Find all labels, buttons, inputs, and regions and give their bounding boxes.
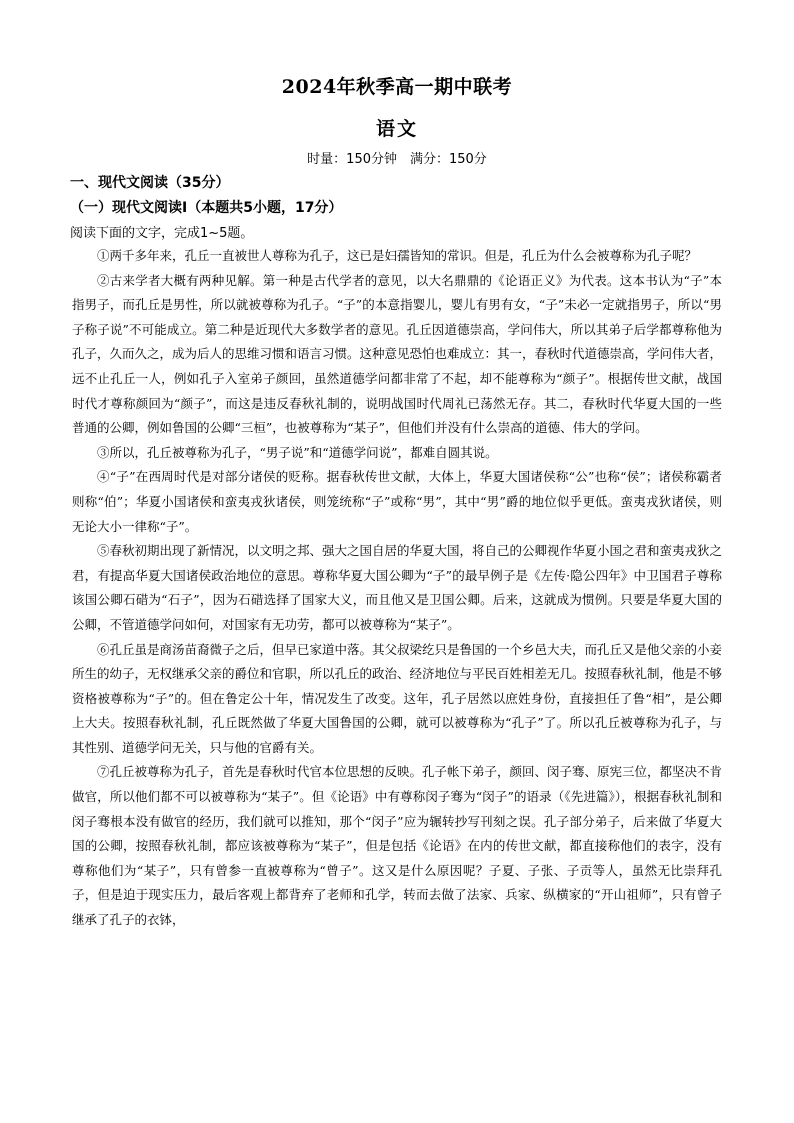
subject-title: 语文: [375, 118, 418, 140]
reading-passage: [72, 244, 722, 933]
paragraph: ①两千多年来，孔丘一直被世人尊称为孔子，这已是妇孺皆知的常识。但是，孔丘为什么会被尊称为孔子呢？: [97, 248, 698, 263]
paragraph: ③所以，孔丘被尊称为孔子，“男子说”和“道德学问说”，都难自圆其说。: [97, 444, 498, 460]
paragraph: ⑦孔丘被尊称为孔子，首先是春秋时代官本位思想的反映。孔子帐下弟子，颜回、闵子骞、原宪三位，都坚决不肯做官，所以他们都不可以被尊称为“某子”。但《论语》中有尊称闵子骞为“闵子”的语录（《先进篇》），根据春秋礼制和闵子骞根本没有做官的经历，我们就可以推知，那个“闵子”应为辗转抄写刊刻之误。孔子部分弟子，后来做了华夏大国的公卿，按照春秋礼制，都应该被尊称为“某子”，但是包括《论语》在内的传世文献，都直接称他们的表字，没有尊称他们为“某子”，只有曾参一直被尊称为“曾子”。这又是什么原因呢？子夏、子张、子贡等人，虽然无比崇拜孔子，但是迫于现实压力，最后客观上都背弃了老师和孔学，转而去做了法家、兵家、纵横家的“开山祖师”，只有曾子继承了孔子的衣钵，: [72, 764, 723, 928]
paragraph: ②古来学者大概有两种见解。第一种是古代学者的意见，以大名鼎鼎的《论语正义》为代表。这本书认为“子”本指男子，而孔丘是男性，所以就被尊称为孔子。“子”的本意指婴儿，婴儿有男有女，“子”未必一定就指男子，所以“男子称子说”不可能成立。第二种是近现代大多数学者的意见。孔丘因道德崇高，学问伟大，所以其弟子后学都尊称他为孔子，久而久之，成为后人的思维习惯和语言习惯。这种意见恐怕也难成立：其一，春秋时代道德崇高，学问伟大者，远不止孔丘一人，例如孔子入室弟子颜回，虽然道德学问都非常了不起，却不能尊称为“颜子”。根据传世文献，战国时代才尊称颜回为“颜子”，而这是违反春秋礼制的，说明战国时代周礼已荡然无存。其二，春秋时代华夏大国的一些普通的公卿，例如鲁国的公卿“三桓”，也被尊称为“某子”，但他们并没有什么崇高的道德、伟大的学问。: [72, 272, 723, 436]
paragraph: ⑥孔丘虽是商汤苗裔微子之后，但早已家道中落。其父叔梁纥只是鲁国的一个乡邑大夫，而孔丘又是他父亲的小妾所生的幼子，无权继承父亲的爵位和官职，所以孔丘的政治、经济地位与平民百姓相差无几。按照春秋礼制，他是不够资格被尊称为“子”的。但在鲁定公十年，情况发生了改变。这年，孔子居然以庶姓身份，直接担任了鲁“相”，是公卿上大夫。按照春秋礼制，孔丘既然做了华夏大国鲁国的公卿，就可以被尊称为“孔子”了。所以孔丘被尊称为孔子，与其性别、道德学问无关，只与他的官爵有关。: [72, 641, 723, 755]
exam-title: 2024年秋季高一期中联考: [281, 76, 513, 98]
reading-instruction: 阅读下面的文字，完成1~5题。: [70, 226, 254, 241]
paragraph: ④“子”在西周时代是对部分诸侯的贬称。据春秋传世文献，大体上，华夏大国诸侯称“公”也称“侯”；诸侯称霸者则称“伯”；华夏小国诸侯和蛮夷戎狄诸侯，则笼统称“子”或称“男”，其中“男”爵的地位似乎更低。蛮夷戎狄诸侯，则无论大小一律称“子”。: [72, 469, 722, 534]
paragraph: ⑤春秋初期出现了新情况，以文明之邦、强大之国自居的华夏大国，将自己的公卿视作华夏小国之君和蛮夷戎狄之君，有提高华夏大国诸侯政治地位的意思。尊称华夏大国公卿为“子”的最早例子是《左传·隐公四年》中卫国君子尊称该国公卿石碏为“石子”，因为石碏选择了国家大义，而且他又是卫国公卿。后来，这就成为惯例。只要是华夏大国的公卿，不管道德学问如何，对国家有无功劳，都可以被尊称为“某子”。: [72, 543, 723, 632]
section-heading: 一、现代文阅读（35分）: [70, 175, 230, 191]
subsection-heading: （一）现代文阅读Ⅰ（本题共5小题，17分）: [70, 200, 343, 216]
exam-meta: 时量：150分钟 满分：150分: [307, 152, 487, 167]
